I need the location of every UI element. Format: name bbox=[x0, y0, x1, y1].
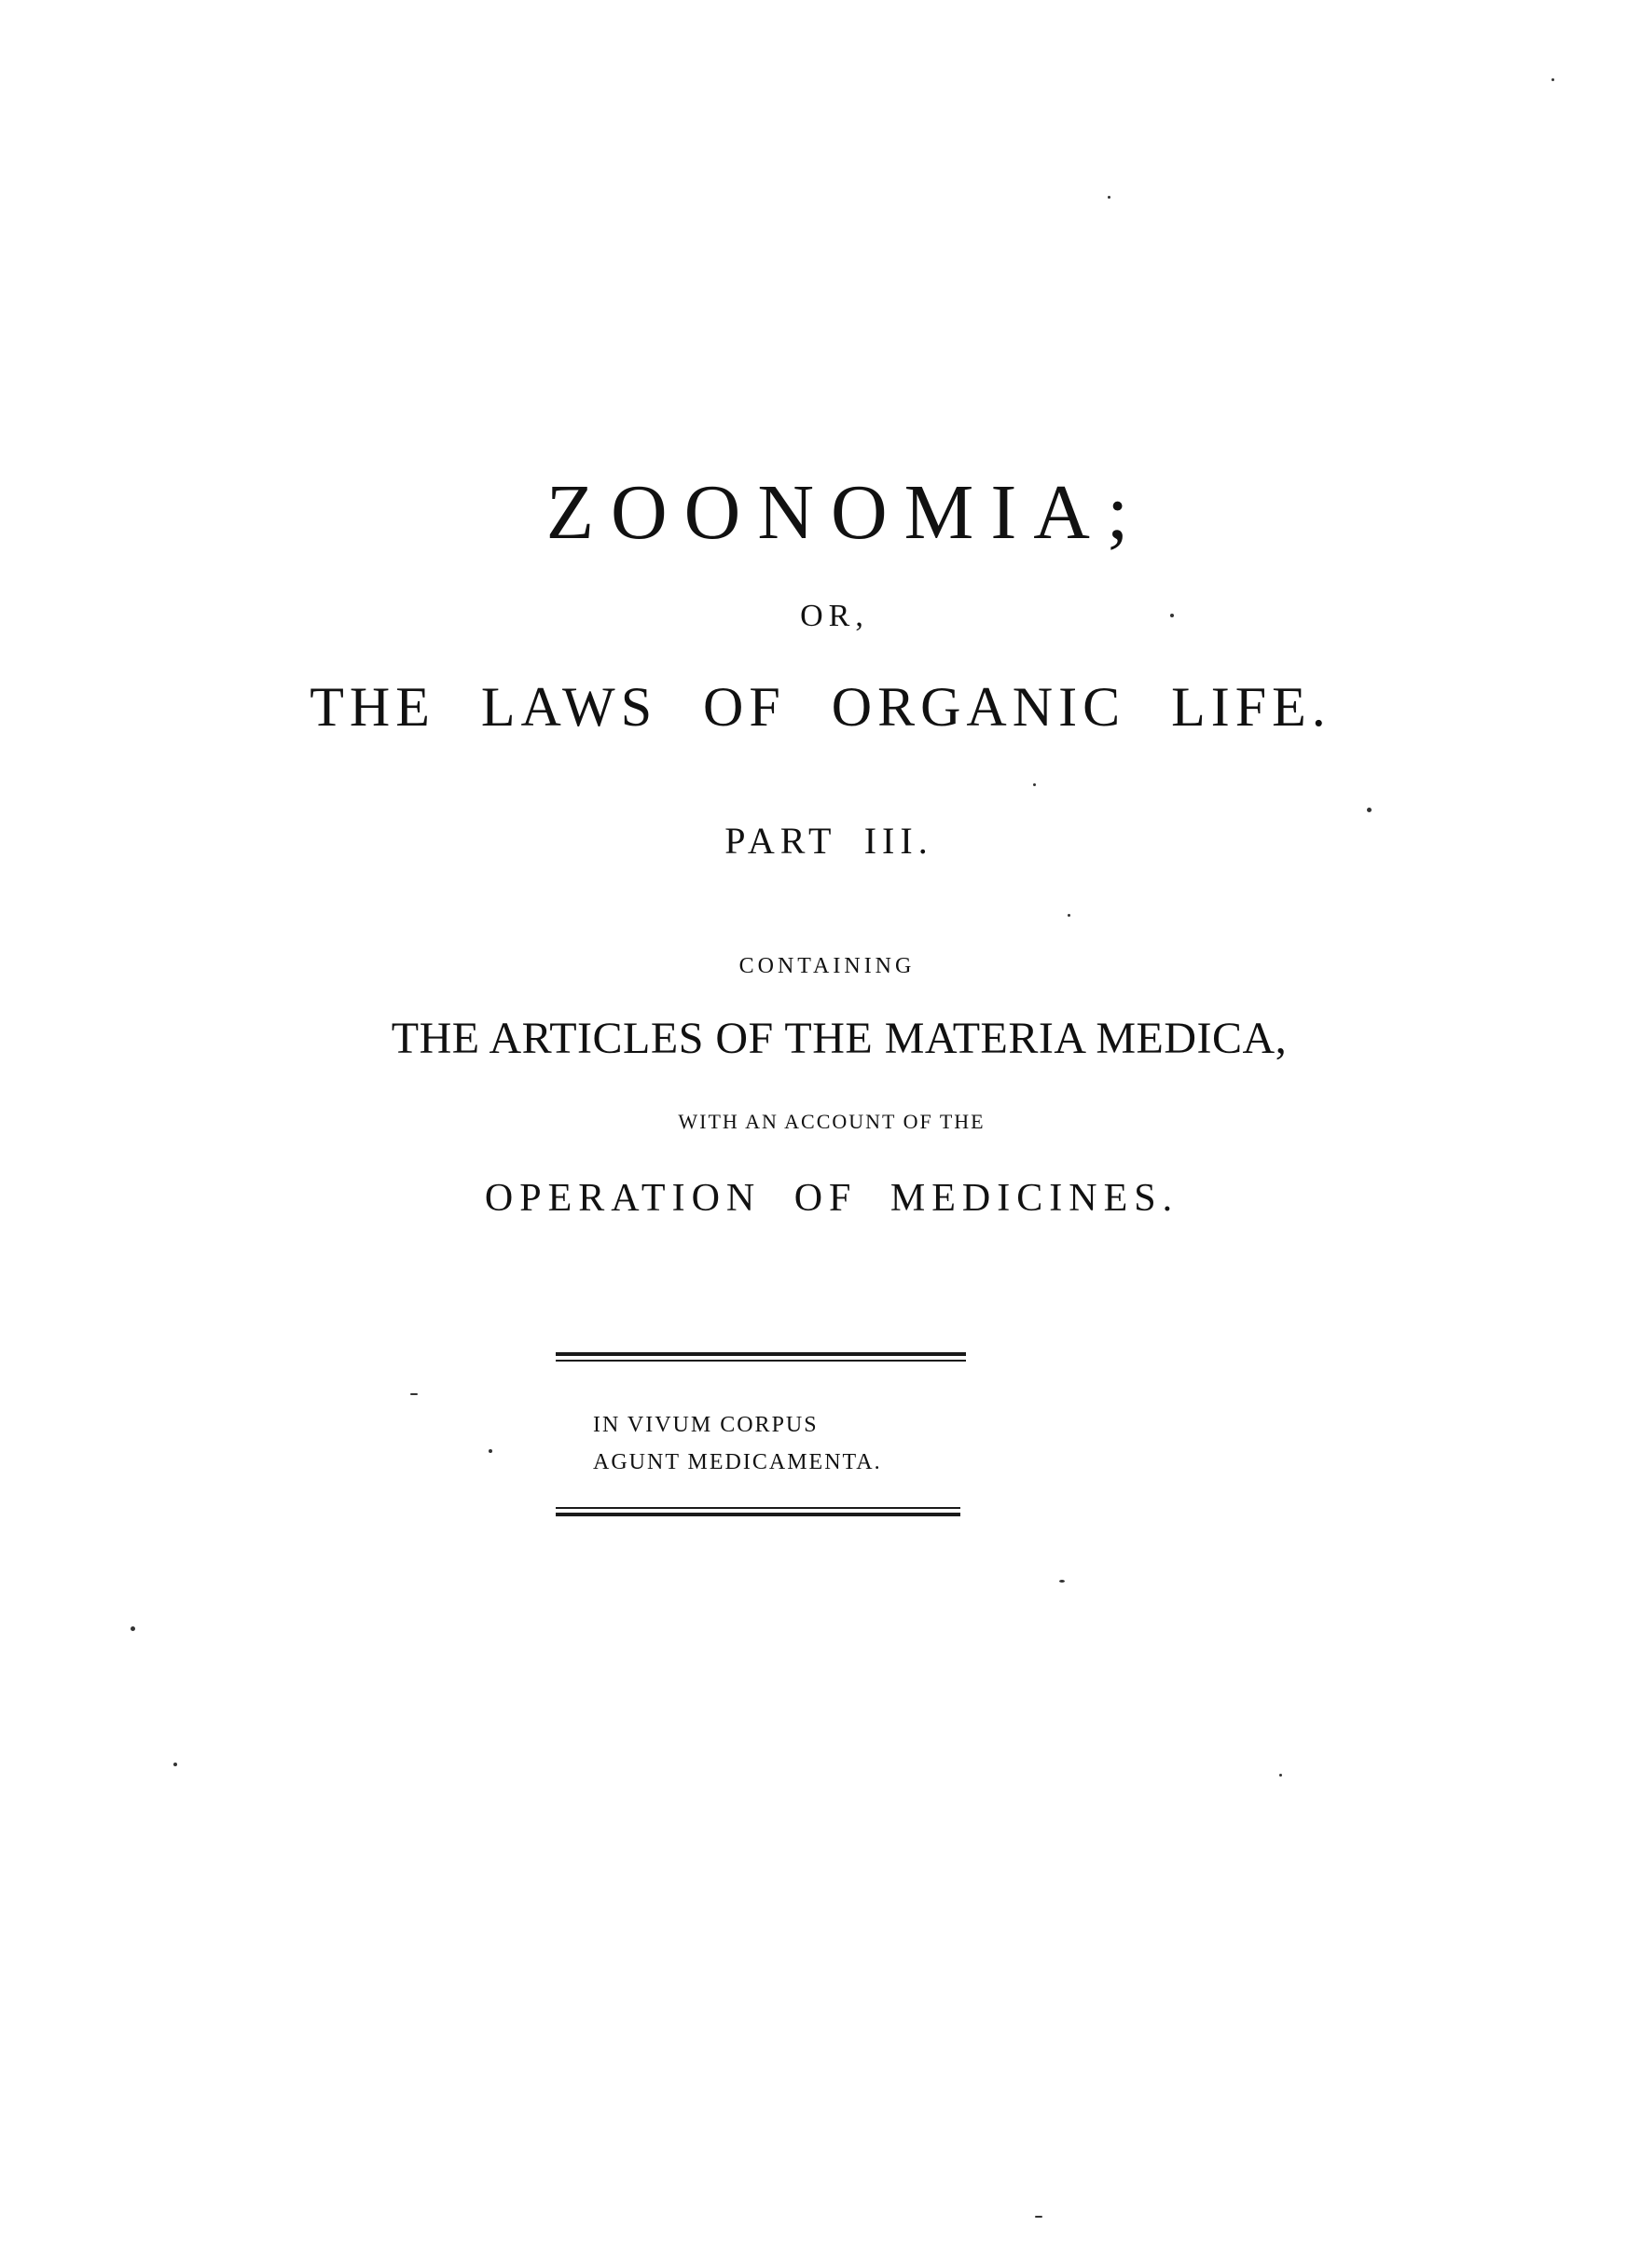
operation-heading: OPERATION OF MEDICINES. bbox=[484, 1177, 1179, 1220]
scan-speck bbox=[131, 1626, 135, 1631]
scan-speck bbox=[1279, 1774, 1282, 1777]
book-title: ZOONOMIA; bbox=[545, 469, 1146, 556]
scan-speck bbox=[1551, 78, 1554, 81]
rule-thick-line bbox=[556, 1352, 966, 1356]
rule-thin-line bbox=[556, 1360, 966, 1362]
scan-speck bbox=[1035, 2216, 1042, 2218]
latin-motto bbox=[593, 1406, 882, 1481]
rule-thin-line bbox=[556, 1507, 960, 1509]
rule-thick-line bbox=[556, 1513, 960, 1516]
scan-speck bbox=[489, 1449, 492, 1453]
scan-speck bbox=[1367, 808, 1372, 812]
contents-description: THE ARTICLES OF THE MATERIA MEDICA, bbox=[391, 1014, 1288, 1063]
containing-label: CONTAINING bbox=[738, 954, 916, 978]
scan-speck bbox=[1170, 614, 1174, 617]
scan-speck bbox=[1108, 196, 1110, 199]
scan-speck bbox=[173, 1763, 177, 1766]
scan-speck bbox=[410, 1393, 418, 1395]
title-connector: OR, bbox=[800, 599, 869, 633]
scan-speck bbox=[1068, 914, 1070, 917]
motto-line-2: AGUNT MEDICAMENTA. bbox=[593, 1450, 882, 1474]
motto-line-1: IN VIVUM CORPUS bbox=[593, 1413, 819, 1437]
account-label: WITH AN ACCOUNT OF THE bbox=[678, 1110, 986, 1133]
scan-speck bbox=[1033, 783, 1036, 786]
double-rule-bottom bbox=[556, 1507, 960, 1520]
scan-speck bbox=[1059, 1580, 1065, 1583]
book-subtitle: THE LAWS OF ORGANIC LIFE. bbox=[310, 676, 1331, 738]
part-number: PART III. bbox=[724, 820, 933, 862]
double-rule-top bbox=[556, 1352, 966, 1365]
